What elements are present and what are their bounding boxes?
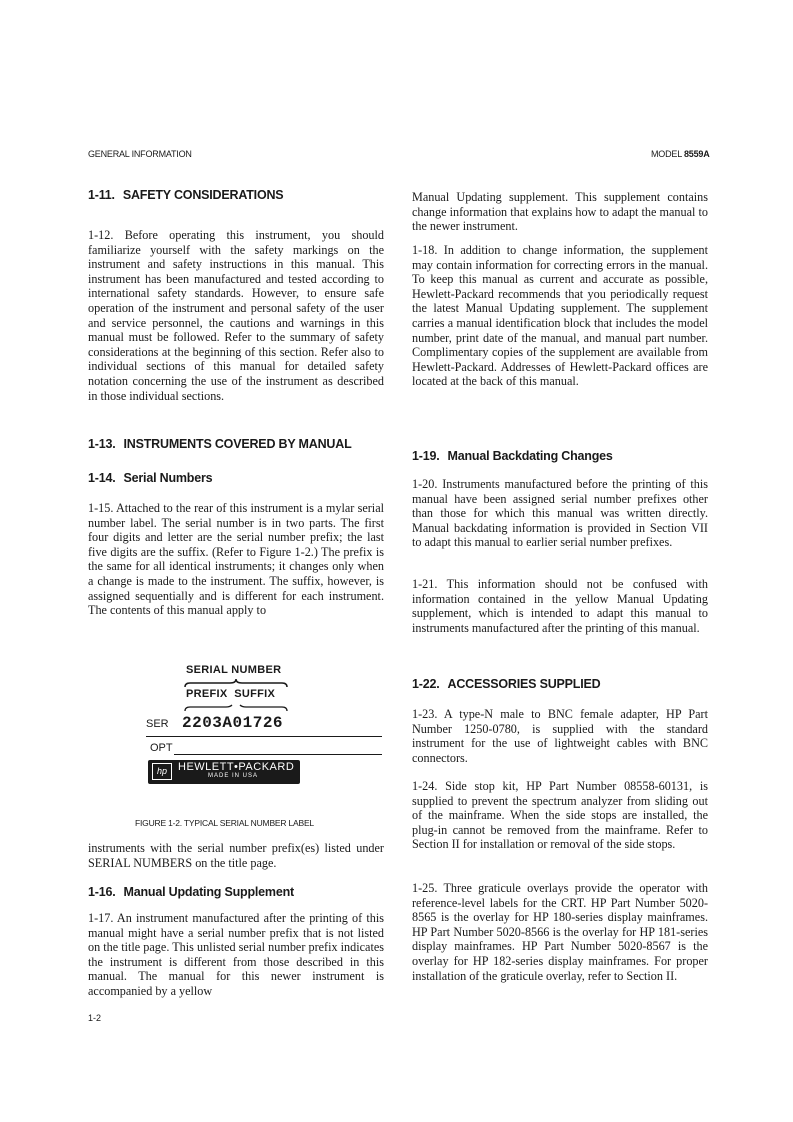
- section-number: 1-13.: [88, 437, 116, 451]
- section-title: ACCESSORIES SUPPLIED: [447, 677, 601, 691]
- section-number: 1-14.: [88, 471, 116, 485]
- ser-label: SER: [146, 718, 169, 730]
- heading-backdating: [412, 449, 708, 463]
- section-title: SAFETY CONSIDERATIONS: [122, 188, 284, 202]
- model-number: 8559A: [683, 149, 710, 159]
- paragraph-1-21: 1-21. This information should not be confused with information contained in the yellow Manual Updating supplement, which is intended to adapt this manual to instruments manufactured after the printing of this manual.: [412, 577, 708, 635]
- bracket-prefix-suffix: [184, 704, 288, 712]
- section-number: 1-16.: [88, 885, 116, 899]
- paragraph-1-15: 1-15. Attached to the rear of this instrument is a mylar serial number label. The serial number is in two parts. The first four digits and letter are the serial number prefix; the last five digits are the suffix. (Refer to Figure 1-2.) The prefix is the same for all identical instruments; it changes only when a change is made to the instrument. The suffix, however, is assigned sequentially and is different for each instrument. The contents of this manual apply to: [88, 501, 384, 618]
- paragraph-continued: instruments with the serial number prefix(es) listed under SERIAL NUMBERS on the title page.: [88, 841, 384, 870]
- section-number: 1-11.: [88, 188, 115, 202]
- hp-logo-icon: hp: [152, 763, 172, 780]
- section-title: Manual Updating Supplement: [123, 885, 294, 899]
- opt-line: [174, 754, 382, 755]
- section-title: INSTRUMENTS COVERED BY MANUAL: [123, 437, 352, 451]
- section-number: 1-19.: [412, 449, 440, 463]
- paragraph-1-12: 1-12. Before operating this instrument, you should familiarize yourself with the safety markings on the instrument and safety instructions in this manual. This instrument has been manufactured and tested according to international safety standards. However, to ensure safe operation of the instrument and personal safety of the user and service personnel, the cautions and warnings in this manual must be followed. Refer to the summary of safety considerations at the beginning of this section. Refer also to individual sections of this manual for detailed safety notation concerning the use of the instrument as described in those individual sections.: [88, 228, 384, 403]
- prefix-suffix-heading: PREFIX SUFFIX: [186, 688, 276, 700]
- paragraph-1-20: 1-20. Instruments manufactured before the printing of this manual have been assigned serial number prefixes other than those for which this manual was written directly. Manual backdating information is provided in Section VII to adapt this manual to earlier serial number prefixes.: [412, 477, 708, 550]
- paragraph-1-23: 1-23. A type-N male to BNC female adapter, HP Part Number 1250-0780, is supplied with the standard instrument for the use of lightweight cables with BNC connectors.: [412, 707, 708, 765]
- paragraph-1-25: 1-25. Three graticule overlays provide the operator with reference-level labels for the CRT. HP Part Number 5020-8565 is the overlay for HP 180-series display mainframes. HP Part Number 5020-8566 is the overlay for HP 181-series display mainframes. HP Part Number 5020-8567 is the overlay for HP 182-series display mainframes. For proper installation of the graticule overlay, refer to Section II.: [412, 881, 708, 983]
- heading-manual-updating: [88, 885, 384, 899]
- page-number: 1-2: [88, 1013, 102, 1023]
- heading-accessories: [412, 677, 708, 691]
- bracket-serial: [184, 678, 288, 688]
- section-number: 1-22.: [412, 677, 440, 691]
- serial-number-label-figure: [146, 660, 386, 790]
- serial-number-heading: SERIAL NUMBER: [186, 664, 282, 676]
- hp-badge: [148, 760, 300, 784]
- running-header-left: GENERAL INFORMATION: [88, 149, 192, 159]
- made-in: MADE IN USA: [208, 773, 259, 779]
- paragraph-1-24: 1-24. Side stop kit, HP Part Number 08558-60131, is supplied to prevent the spectrum analyzer from sliding out of the mainframe. When the side stops are installed, the plug-in cannot be removed from the mainframe. Refer to Section II for installation or removal of the side stops.: [412, 779, 708, 852]
- brand-name: HEWLETT•PACKARD: [178, 761, 295, 773]
- heading-instruments-covered: [88, 437, 384, 451]
- section-title: Manual Backdating Changes: [447, 449, 613, 463]
- paragraph-1-17: 1-17. An instrument manufactured after the printing of this manual might have a serial number prefix that is not listed on the title page. This unlisted serial number prefix indicates the instrument is different from those described in this manual. The manual for this newer instrument is accompanied by a yellow: [88, 911, 384, 998]
- label-divider: [146, 736, 382, 737]
- heading-serial-numbers: [88, 471, 384, 485]
- heading-safety: [88, 188, 384, 202]
- opt-label: OPT: [150, 742, 173, 754]
- figure-caption: FIGURE 1-2. TYPICAL SERIAL NUMBER LABEL: [135, 818, 314, 828]
- paragraph-1-18: 1-18. In addition to change information, the supplement may contain information for correcting errors in the manual. To keep this manual as current and accurate as possible, Hewlett-Packard recommends that you periodically request the latest Manual Updating supplement. The supplement carries a manual identification block that includes the model number, print date of the manual, and manual part number. Complimentary copies of the supplement are available from Hewlett-Packard. Addresses of Hewlett-Packard offices are located at the back of this manual.: [412, 243, 708, 389]
- running-header-right: [651, 149, 710, 159]
- serial-value: 2203A01726: [182, 714, 284, 732]
- paragraph-supplement: Manual Updating supplement. This supplement contains change information that explains how to adapt the manual to the newer instrument.: [412, 190, 708, 234]
- model-label: MODEL: [651, 149, 682, 159]
- section-title: Serial Numbers: [123, 471, 213, 485]
